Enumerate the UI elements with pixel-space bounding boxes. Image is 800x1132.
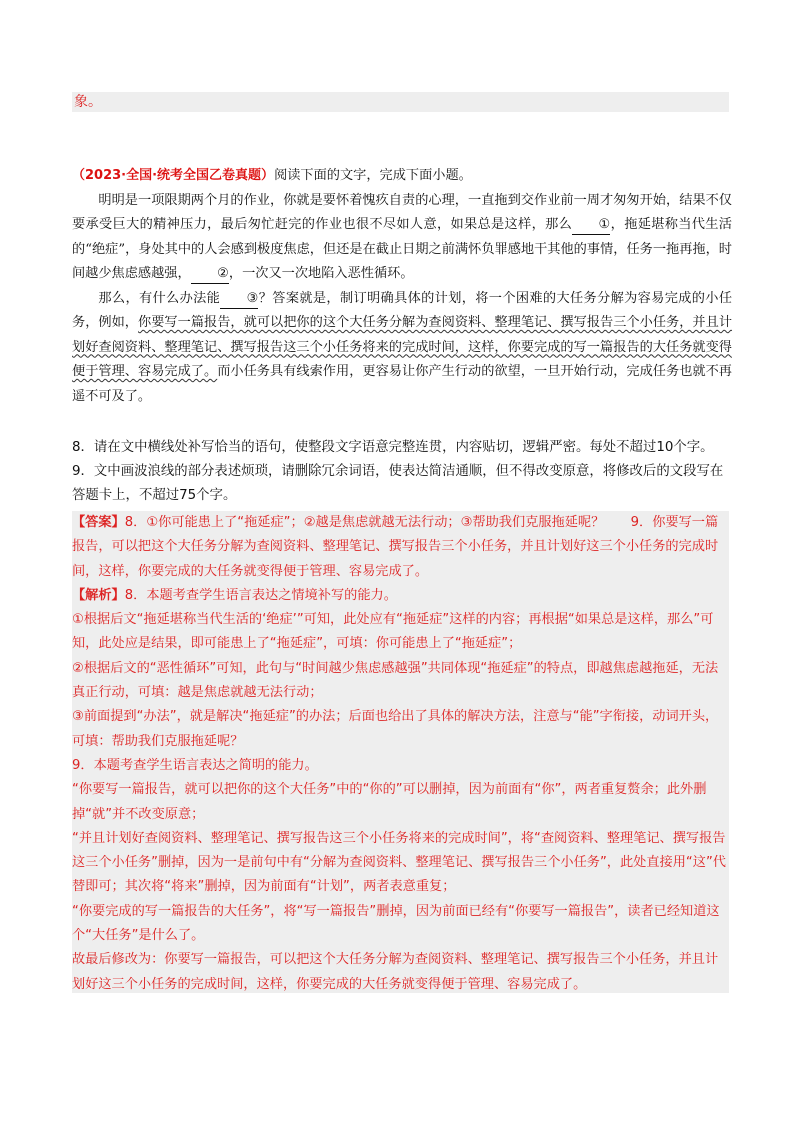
analysis-line-7: “你要完成的写一篇报告的大任务”，将“写一篇报告”删掉，因为前面已经有“你要写一篇报告”，读者已经知道这个“大任务”是什么了。: [72, 903, 720, 944]
reading-passage: [72, 164, 732, 409]
analysis-line-8: 故最后修改为：你要写一篇报告，可以把这个大任务分解为查阅资料、整理笔记、撰写报告三个小任务，并且计划好这三个小任务的完成时间，这样，你要完成的大任务就变得便于管理、容易完成了。: [72, 952, 719, 992]
answer-line: [72, 511, 729, 584]
questions: [72, 436, 732, 508]
blank-3: ③: [220, 290, 258, 309]
answer-text: 8．①你可能患上了“拖延症”；②越是焦虑就越无法行动；③帮助我们克服拖延呢？ 9．你要写一篇报告，可以把这个大任务分解为查阅资料、整理笔记、撰写报告三个小任务，并且计划好这三个小任务的完成时间，这样，你要完成的大任务就变得便于管理、容易完成了。: [72, 515, 719, 579]
analysis-line: [72, 584, 729, 608]
question-8: 8．请在文中横线处补写恰当的语句，使整段文字语意完整连贯，内容贴切，逻辑严密。每处不超过10个字。: [72, 440, 714, 455]
previous-answer-fragment: [72, 92, 729, 112]
answer-tag: 【答案】: [72, 515, 125, 530]
analysis-line-0: 8．本题考查学生语言表达之情境补写的能力。: [124, 587, 397, 603]
source-label: （2023·全国·统考全国乙卷真题）: [72, 168, 275, 183]
para2-text-b: ？答案就是，制订明确具体的计划，将一个困难的大任务分解为容易完成的小任务，例如，: [72, 290, 733, 330]
analysis-line-5: “你要写一篇报告，就可以把你的这个大任务”中的“你的”可以删掉，因为前面有“你”，两者重复赘余；此外删掉“就”并不改变原意；: [72, 782, 707, 822]
wavy-underlined-text: 你要写一篇报告，就可以把你的这个大任务分解为查阅资料、整理笔记、撰写报告三个小任务，并且计划好查阅资料、整理笔记、撰写报告这三个小任务将来的完成时间，这样，你要完成的写一篇报告的大任务就变得便于管理、容易完成了。: [72, 315, 733, 379]
analysis-line-2: ②根据后文的“恶性循环”可知，此句与“时间越少焦虑感越强”共同体现“拖延症”的特点，即越焦虑越拖延，无法真正行动，可填：越是焦虑就越无法行动；: [72, 660, 719, 701]
analysis-tag: 【解析】: [72, 587, 125, 603]
analysis-line-1: ①根据后文“拖延堪称当代生活的‘绝症’”可知，此处应有“拖延症”这样的内容；再根据“如果总是这样，那么”可知，此处应是结果，即可能患上了“拖延症”，可填：你可能患上了“拖延症”；: [72, 612, 714, 652]
blank-1: ①: [572, 216, 610, 235]
para2-text-c: 而小任务具有线索作用，更容易让你产生行动的欲望，一旦开始行动，完成任务也就不再遥不可及了。: [72, 364, 732, 404]
fragment-text: 象。: [74, 94, 102, 110]
question-9: 9．文中画波浪线的部分表述烦琐，请删除冗余词语，使表达简洁通顺，但不得改变原意，将修改后的文段写在答题卡上，不超过75个字。: [72, 464, 724, 503]
analysis-line-3: ③前面提到“办法”，就是解决“拖延症”的办法；后面也给出了具体的解决方法，注意与“能”字衔接，动词开头，可填：帮助我们克服拖延呢？: [72, 709, 719, 749]
para1-text-a: 明明是一项限期两个月的作业，你就是要怀着愧疚自责的心理，一直拖到交作业前一周才匆匆开始，结果不仅要承受巨大的精神压力，最后匆忙赶完的作业也很不尽如人意，如果总是这样，那么: [72, 192, 732, 232]
para1-text-c: ，一次又一次地陷入恶性循环。: [228, 266, 414, 281]
analysis-line-6: “并且计划好查阅资料、整理笔记、撰写报告这三个小任务将来的完成时间”，将“查阅资料、整理笔记、撰写报告这三个小任务”删掉，因为一是前句中有“分解为查阅资料、整理笔记、撰写报告三个小任务”，此处直接用“这”代替即可；其次将“将来”删掉，因为前面有“计划”，两者表意重复；: [72, 830, 726, 895]
source-line: [72, 164, 732, 189]
passage-paragraph-1: [72, 189, 732, 287]
blank-2: ②: [191, 265, 229, 284]
passage-paragraph-2: [72, 287, 732, 410]
instruction-text: 阅读下面的文字，完成下面小题。: [274, 168, 472, 183]
analysis-line-4: 9．本题考查学生语言表达之简明的能力。: [72, 757, 318, 773]
para2-text-a: 那么，有什么办法能: [98, 290, 221, 306]
answer-block: [72, 511, 729, 993]
para1-text-b: ，拖延堪称当代生活的“绝症”，身处其中的人会感到极度焦虑，但还是在截止日期之前满怀负罪感地干其他的事情，任务一拖再拖，时间越少焦虑感越强，: [72, 217, 732, 281]
